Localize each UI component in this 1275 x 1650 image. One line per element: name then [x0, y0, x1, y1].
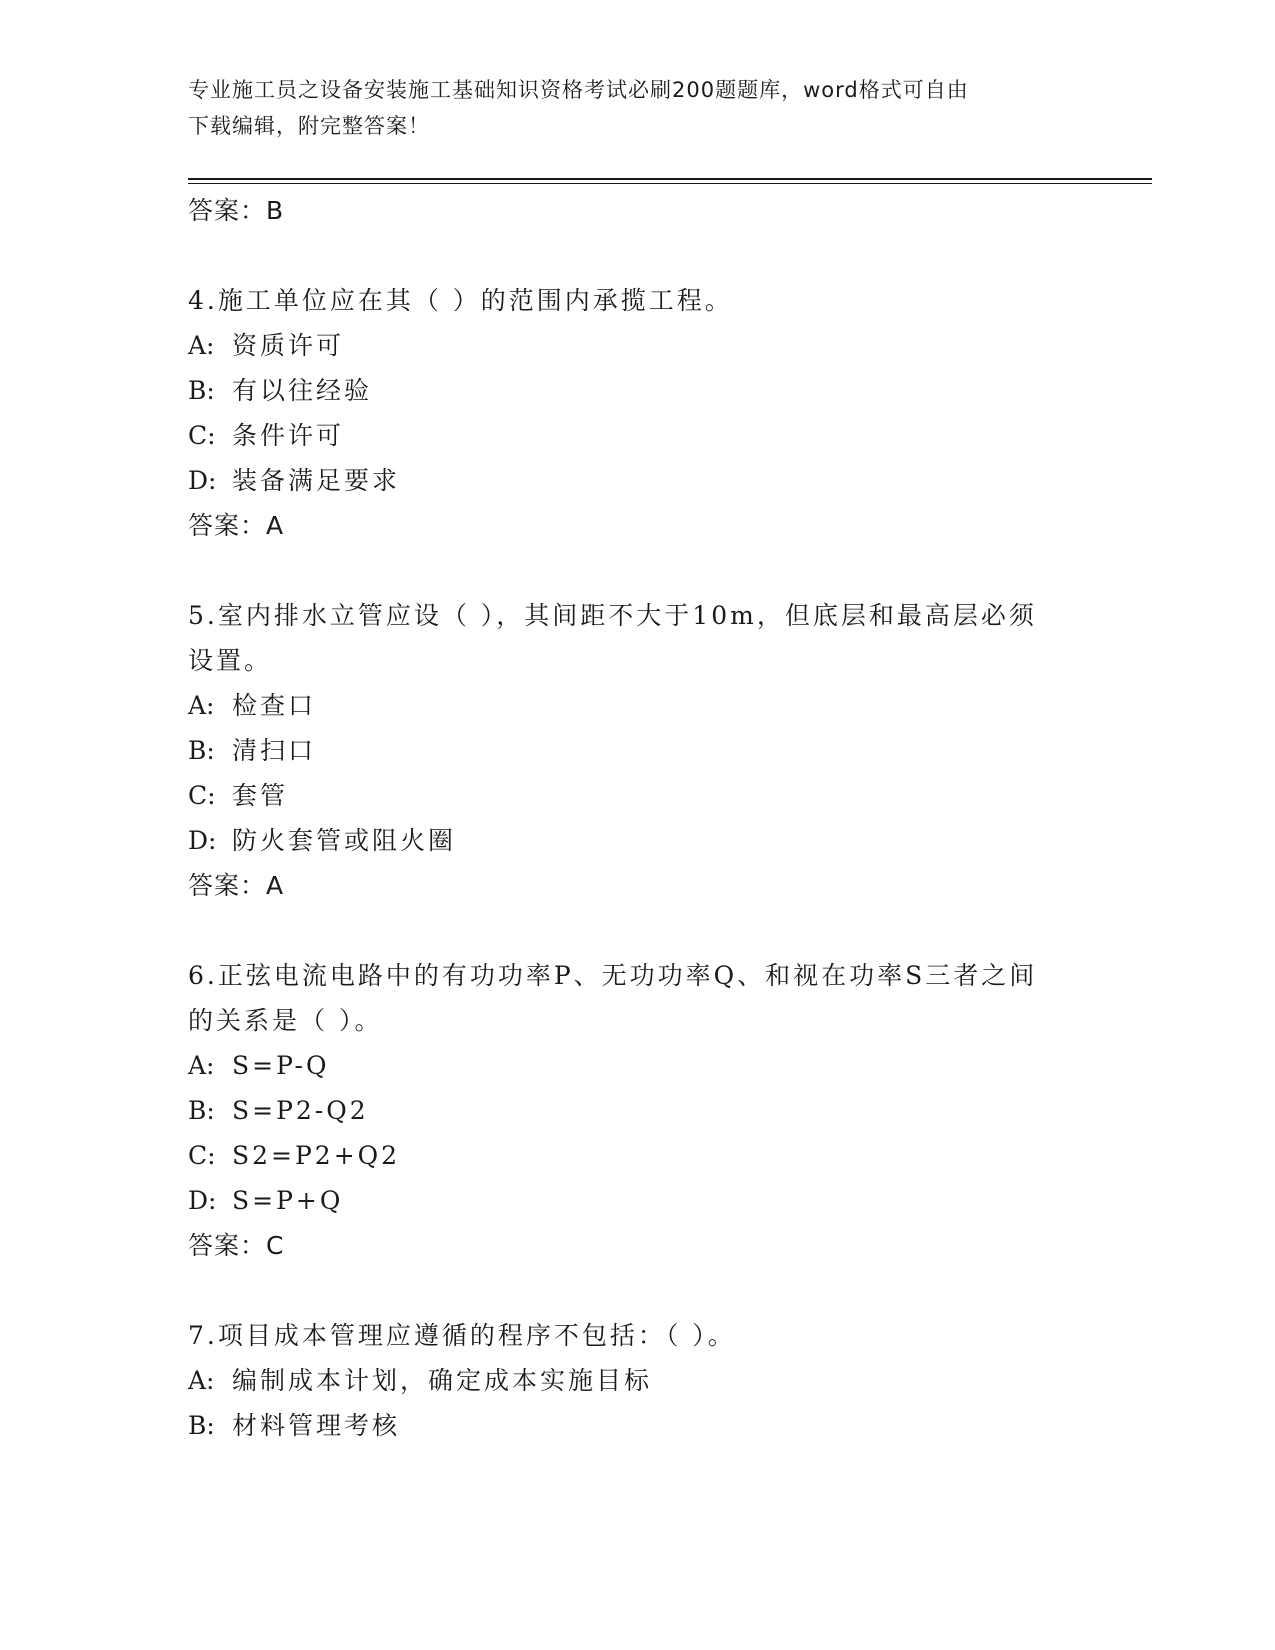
option-b — [188, 1088, 1148, 1133]
answer-line: 答案：B — [188, 196, 285, 225]
option-letter: A: — [188, 1366, 215, 1395]
option-letter: D: — [188, 826, 217, 855]
option-text: 材料管理考核 — [232, 1411, 401, 1440]
option-text: 条件许可 — [232, 421, 345, 450]
question-block — [188, 593, 1148, 908]
option-letter: A: — [188, 1051, 215, 1080]
option-b — [188, 728, 1148, 773]
option-c — [188, 413, 1148, 458]
option-c — [188, 1133, 1148, 1178]
question-block — [188, 1313, 1148, 1448]
option-text: 防火套管或阻火圈 — [232, 826, 457, 855]
answer-line: 答案：C — [188, 1231, 285, 1260]
header-divider — [188, 178, 1152, 184]
answer-line: 答案：A — [188, 871, 285, 900]
option-c — [188, 773, 1148, 818]
option-text: 编制成本计划，确定成本实施目标 — [232, 1366, 653, 1395]
option-d — [188, 818, 1148, 863]
question-line-1: 5.室内排水立管应设（ ），其间距不大于10m，但底层和最高层必须 — [188, 601, 1037, 630]
option-b — [188, 368, 1148, 413]
question-text — [188, 593, 1068, 683]
option-a — [188, 1358, 1148, 1403]
question-text — [188, 953, 1068, 1043]
option-text: 有以往经验 — [232, 376, 373, 405]
question-text: 7.项目成本管理应遵循的程序不包括：（ ）。 — [188, 1321, 736, 1350]
option-text: S=P-Q — [232, 1051, 330, 1080]
question-block — [188, 953, 1148, 1268]
spacer — [188, 1268, 1148, 1313]
option-d — [188, 458, 1148, 503]
option-letter: B: — [188, 736, 215, 765]
option-text: 资质许可 — [232, 331, 345, 360]
option-letter: B: — [188, 376, 215, 405]
option-text: 套管 — [232, 781, 289, 810]
option-letter: B: — [188, 1096, 215, 1125]
document-page — [188, 0, 1148, 1650]
option-letter: D: — [188, 1186, 217, 1215]
option-letter: C: — [188, 421, 216, 450]
option-a — [188, 323, 1148, 368]
answer-line: 答案：A — [188, 511, 285, 540]
option-text: 装备满足要求 — [232, 466, 401, 495]
option-a — [188, 683, 1148, 728]
option-letter: D: — [188, 466, 217, 495]
question-text: 4.施工单位应在其（ ）的范围内承揽工程。 — [188, 286, 733, 315]
option-text: S=P2-Q2 — [232, 1096, 369, 1125]
document-body — [188, 188, 1148, 1448]
option-letter: B: — [188, 1411, 215, 1440]
header-line-1: 专业施工员之设备安装施工基础知识资格考试必刷200题题库，word格式可自由 — [188, 78, 969, 102]
option-a — [188, 1043, 1148, 1088]
question-line-1: 6.正弦电流电路中的有功功率P、无功功率Q、和视在功率S三者之间 — [188, 961, 1038, 990]
option-b — [188, 1403, 1148, 1448]
option-letter: A: — [188, 331, 215, 360]
option-letter: C: — [188, 1141, 216, 1170]
header-line-2: 下载编辑，附完整答案！ — [188, 114, 430, 138]
option-text: 检查口 — [232, 691, 317, 720]
option-letter: C: — [188, 781, 216, 810]
spacer — [188, 548, 1148, 593]
question-block — [188, 278, 1148, 548]
option-letter: A: — [188, 691, 215, 720]
option-text: S2=P2+Q2 — [232, 1141, 401, 1170]
option-text: S=P+Q — [232, 1186, 344, 1215]
spacer — [188, 233, 1148, 278]
document-header — [188, 72, 1068, 144]
question-line-2: 设置。 — [188, 646, 273, 675]
spacer — [188, 908, 1148, 953]
option-d — [188, 1178, 1148, 1223]
option-text: 清扫口 — [232, 736, 317, 765]
question-line-2: 的关系是（ ）。 — [188, 1006, 383, 1035]
